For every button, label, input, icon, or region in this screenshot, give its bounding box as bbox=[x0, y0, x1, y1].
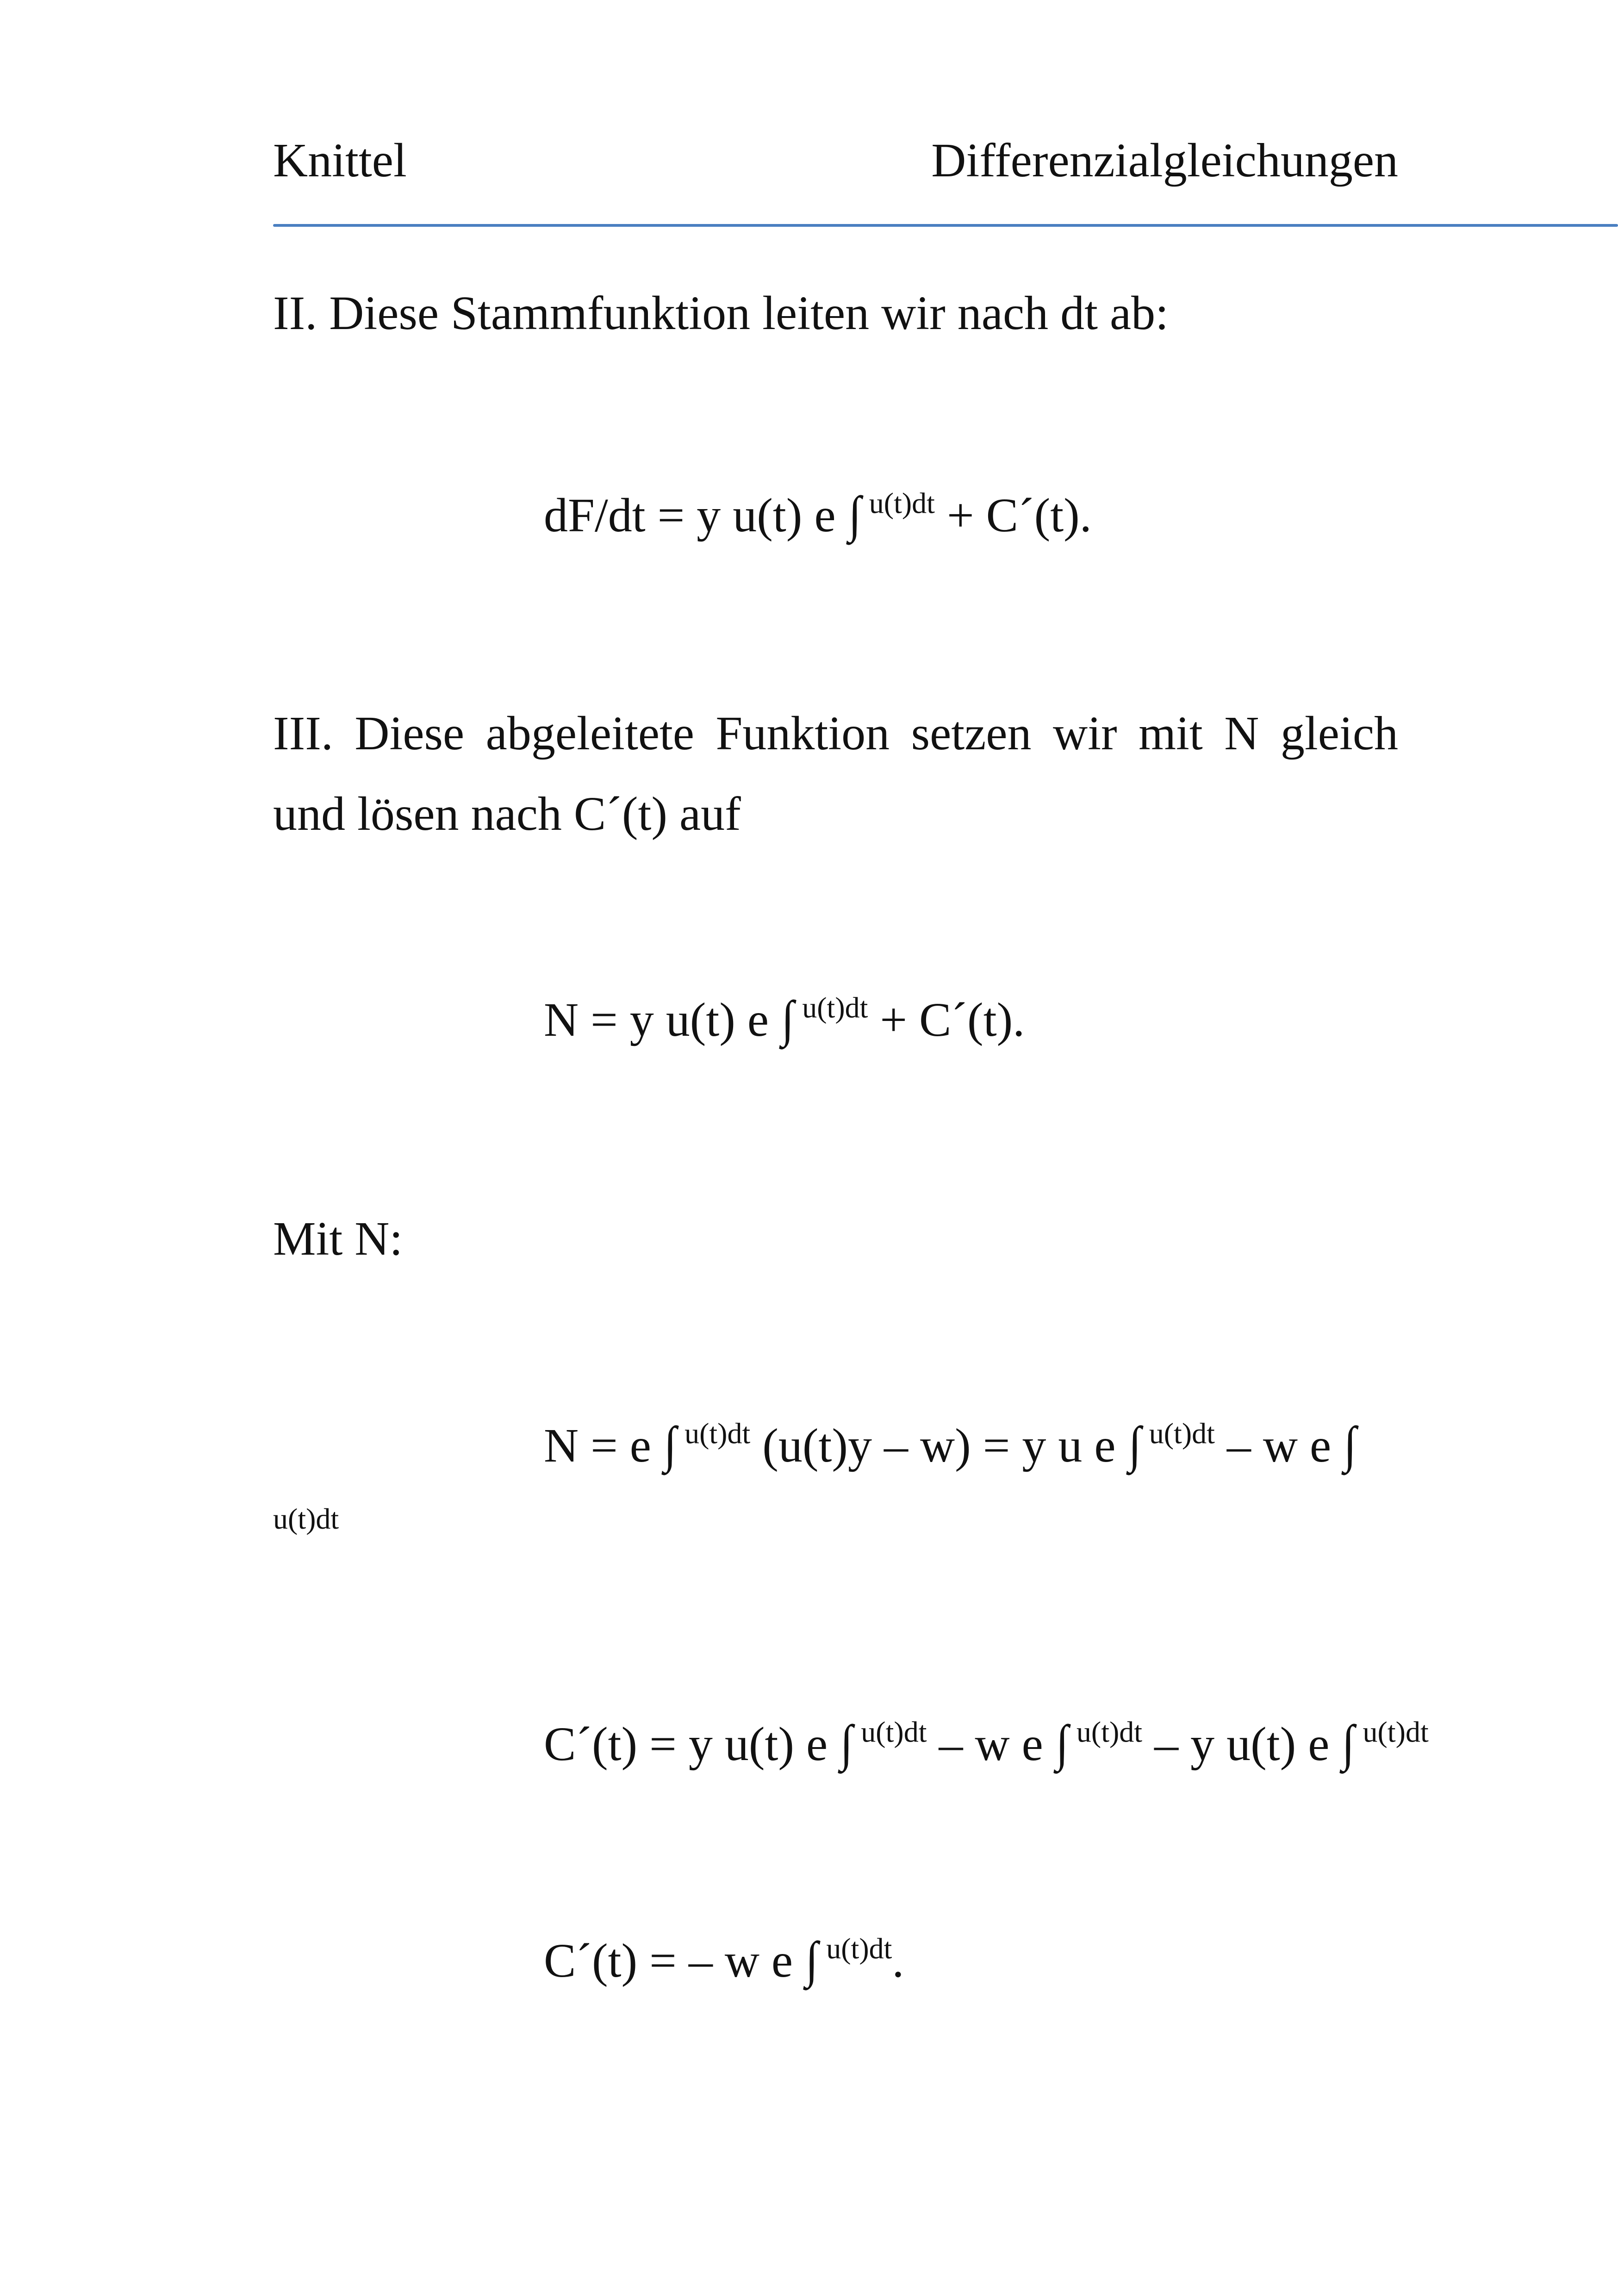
header-divider bbox=[273, 224, 1618, 227]
integral-sign: ∫ bbox=[1128, 1416, 1141, 1473]
integral-sign: ∫ bbox=[781, 990, 794, 1047]
integral-sign: ∫ bbox=[1342, 1715, 1355, 1771]
equation-part: – y u(t) e bbox=[1142, 1717, 1342, 1771]
equation-part: C´(t) = – w e bbox=[544, 1934, 805, 1987]
exponent: u(t)dt bbox=[819, 1932, 892, 1965]
integral-sign: ∫ bbox=[848, 486, 861, 542]
equation-part: (u(t)y – w) = y u e bbox=[750, 1419, 1128, 1472]
integral-sign: ∫ bbox=[1056, 1715, 1069, 1771]
integral-sign: ∫ bbox=[805, 1931, 818, 1988]
equation-derivative bbox=[544, 484, 1092, 545]
equation-part: + C´(t). bbox=[868, 993, 1025, 1046]
equation-n-definition bbox=[544, 1414, 1357, 1475]
header-subject: Differenzialgleichungen bbox=[931, 134, 1398, 187]
equation-part: C´(t) = y u(t) e bbox=[544, 1717, 840, 1771]
equation-part: + C´(t). bbox=[934, 489, 1092, 542]
step-three-text: III. Diese abgeleitete Funktion setzen wir mit N gleich und lösen nach C´(t) auf bbox=[273, 707, 1398, 840]
equation-part: . bbox=[892, 1934, 904, 1987]
exponent: u(t)dt bbox=[1355, 1715, 1429, 1748]
equation-part: dF/dt = y u(t) e bbox=[544, 489, 848, 542]
exponent: u(t)dt bbox=[853, 1715, 927, 1748]
equation-part: N = y u(t) e bbox=[544, 993, 781, 1046]
equation-part: N = e bbox=[544, 1419, 663, 1472]
integral-sign: ∫ bbox=[1344, 1416, 1357, 1473]
integral-sign: ∫ bbox=[840, 1715, 853, 1771]
equation-part: – w e bbox=[1214, 1419, 1344, 1472]
exponent: u(t)dt bbox=[795, 991, 868, 1024]
equation-c-prime-result bbox=[544, 1929, 904, 1990]
equation-part: – w e bbox=[927, 1717, 1055, 1771]
equation-c-prime-full bbox=[544, 1712, 1429, 1773]
exponent: u(t)dt bbox=[677, 1417, 751, 1450]
integral-sign: ∫ bbox=[664, 1416, 677, 1473]
step-two-text: II. Diese Stammfunktion leiten wir nach dt ab: bbox=[273, 286, 1169, 340]
with-n-label: Mit N: bbox=[273, 1212, 403, 1265]
wrapped-exponent: u(t)dt bbox=[273, 1502, 339, 1535]
exponent: u(t)dt bbox=[1141, 1417, 1215, 1450]
equation-n-set-equal bbox=[544, 988, 1025, 1049]
exponent: u(t)dt bbox=[861, 486, 935, 520]
exponent: u(t)dt bbox=[1069, 1715, 1143, 1748]
header-author: Knittel bbox=[273, 134, 407, 187]
